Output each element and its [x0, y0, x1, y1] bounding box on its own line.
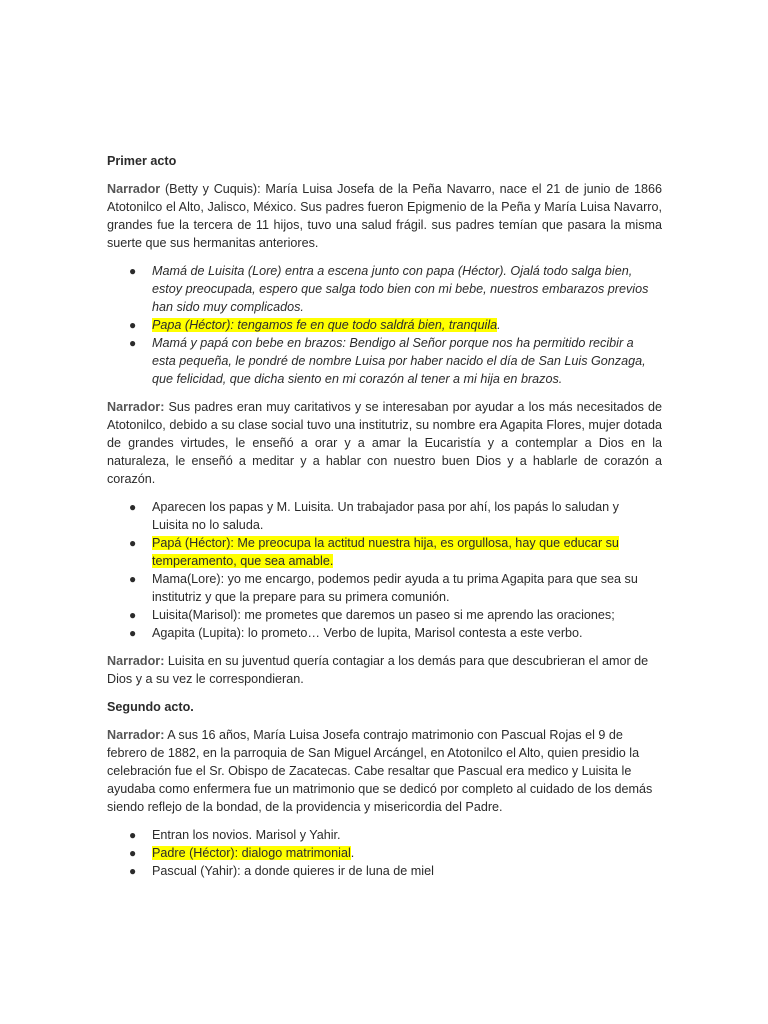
- bullet-icon: ●: [129, 626, 137, 640]
- bullet-icon: ●: [129, 536, 137, 550]
- bullet-icon: ●: [129, 846, 137, 860]
- list-item: [107, 862, 662, 880]
- list-item: [107, 534, 662, 570]
- bullet-icon: ●: [129, 336, 137, 350]
- scene-list-1: [107, 262, 662, 388]
- narrator-paragraph-2: [107, 398, 662, 488]
- paragraph-text: Sus padres eran muy caritativos y se interesaban por ayudar a los más necesitados de Atotonilco, debido a su clase social tuvo una institutriz, su nombre era Agapita Flores, mujer dotada de grandes virtudes, le enseñó a orar y a amar la Eucaristía y a contemplar a Dios en la naturaleza, le enseñó a meditar y a hablar con nuestro buen Dios y a hablarle de corazón a corazón.: [107, 400, 662, 486]
- list-item-text: Entran los novios. Marisol y Yahir.: [152, 828, 341, 842]
- list-item: [107, 334, 662, 388]
- list-item-text: Mama(Lore): yo me encargo, podemos pedir ayuda a tu prima Agapita para que sea su institutriz y que la prepare para su primera comunión.: [152, 572, 638, 604]
- list-item: [107, 624, 662, 642]
- highlighted-text: Papá (Héctor): Me preocupa la actitud nuestra hija, es orgullosa, hay que educar su temperamento, que sea amable.: [152, 536, 619, 568]
- speaker-label: Narrador:: [107, 728, 165, 742]
- bullet-icon: ●: [129, 318, 137, 332]
- list-item: [107, 570, 662, 606]
- scene-list-3: [107, 826, 662, 880]
- list-item-text: Mamá de Luisita (Lore) entra a escena junto con papa (Héctor). Ojalá todo salga bien, estoy preocupada, espero que salga todo bien con mi bebe, nuestros embarazos previos han sido muy complicados.: [152, 264, 649, 314]
- list-item-text: Luisita(Marisol): me prometes que daremos un paseo si me aprendo las oraciones;: [152, 608, 615, 622]
- list-item: [107, 316, 662, 334]
- bullet-icon: ●: [129, 828, 137, 842]
- list-item-suffix: .: [350, 846, 355, 860]
- narrator-paragraph-1: [107, 180, 662, 252]
- paragraph-text: Luisita en su juventud quería contagiar a los demás para que descubrieran el amor de Dios y a su vez le correspondieran.: [107, 654, 649, 686]
- list-item: [107, 498, 662, 534]
- list-item-text: Agapita (Lupita): lo prometo… Verbo de lupita, Marisol contesta a este verbo.: [152, 626, 583, 640]
- speaker-label: Narrador:: [107, 654, 165, 668]
- list-item: [107, 606, 662, 624]
- narrator-paragraph-4: [107, 726, 662, 816]
- paragraph-text: A sus 16 años, María Luisa Josefa contrajo matrimonio con Pascual Rojas el 9 de febrero de 1882, en la parroquia de San Miguel Arcángel, en Atotonilco el Alto, quien presidio la celebración fue el Sr. Obispo de Zacatecas. Cabe resaltar que Pascual era medico y Luisita le ayudaba como enfermera fue un matrimonio que se dedicó por completo al cuidado de los demás siendo reflejo de la bondad, de la providencia y misericordia del Padre.: [107, 728, 653, 814]
- act-two-heading: Segundo acto.: [107, 700, 194, 714]
- narrator-paragraph-3: [107, 652, 662, 688]
- scene-list-2: [107, 498, 662, 642]
- list-item-text: Mamá y papá con bebe en brazos: Bendigo al Señor porque nos ha permitido recibir a esta pequeña, le pondré de nombre Luisa por haber nacido el día de San Luis Gonzaga, que felicidad, que dicha siento en mi corazón al tener a mi hija en brazos.: [152, 336, 646, 386]
- document-page: [107, 152, 662, 890]
- paragraph-text: (Betty y Cuquis): María Luisa Josefa de la Peña Navarro, nace el 21 de junio de 1866 Atotonilco el Alto, Jalisco, México. Sus padres fueron Epigmenio de la Peña y María Luisa Navarro, grandes fue la tercera de 11 hijos, tuvo una salud frágil. sus padres temían que pasara la misma suerte que sus hermanitas anteriores.: [107, 182, 662, 250]
- bullet-icon: ●: [129, 572, 137, 586]
- speaker-label: Narrador:: [107, 400, 165, 414]
- highlighted-text: Papa (Héctor): tengamos fe en que todo saldrá bien, tranquila: [152, 318, 498, 332]
- act-one-heading: Primer acto: [107, 154, 177, 168]
- highlighted-text: Padre (Héctor): dialogo matrimonial: [152, 846, 351, 860]
- speaker-label: Narrador: [107, 182, 161, 196]
- list-item-suffix: .: [497, 318, 501, 332]
- list-item-text: Pascual (Yahir): a donde quieres ir de luna de miel: [152, 864, 434, 878]
- bullet-icon: ●: [129, 264, 137, 278]
- bullet-icon: ●: [129, 500, 137, 514]
- bullet-icon: ●: [129, 608, 137, 622]
- list-item: [107, 262, 662, 316]
- list-item-text: Aparecen los papas y M. Luisita. Un trabajador pasa por ahí, los papás lo saludan y Luisita no lo saluda.: [152, 500, 619, 532]
- bullet-icon: ●: [129, 864, 137, 878]
- list-item: [107, 844, 662, 862]
- list-item: [107, 826, 662, 844]
